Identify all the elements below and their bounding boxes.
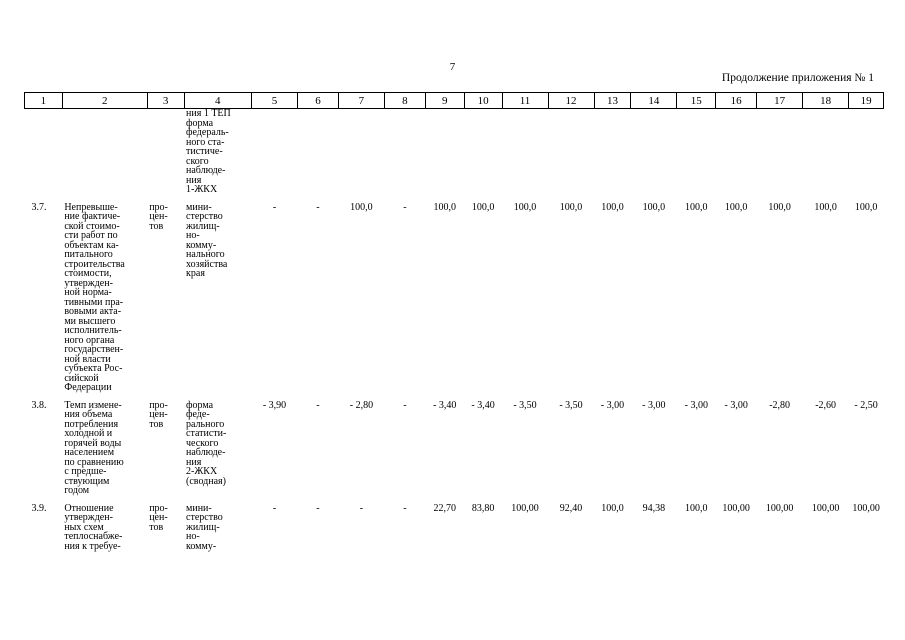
table-row [25,502,884,558]
value-cell: - 3,00 [642,399,666,411]
value-cell: - [316,201,320,213]
value-cell: - 2,80 [349,399,374,411]
value-cell: - [316,502,320,514]
value-cell: 100,0 [685,201,708,213]
unit: про- цен- тов [149,399,168,430]
value-cell: - 2,50 [854,399,878,411]
value-cell [677,109,716,201]
value-cell: 100,0 [768,201,791,213]
value-cell: 100,00 [511,502,539,514]
value-cell [252,109,298,201]
value-cell [849,109,884,201]
indicator-name: Темп измене- ния объема потребления холодной и горячей воды населением по сравнению с предше- ствующим годом [64,399,124,496]
value-cell [502,109,548,201]
indicator-name [62,109,147,201]
table-row [25,201,884,399]
value-cell: - [316,399,320,411]
unit: про- цен- тов [149,502,168,533]
value-cell: 100,0 [433,201,456,213]
value-cell: 100,0 [685,502,708,514]
indicator-name: Непревыше- ние фактиче- ской стоимо- сти работ по объектам ка- питального строительства стоимости, утвержден- ной норма- тивными пра- вовыми акта- ми высшего исполнитель- ного органа государствен- ной власти субъекта Рос- сийской Федерации [64,201,125,393]
column-header: 6 [298,93,339,109]
unit: про- цен- тов [149,201,168,232]
column-header: 1 [25,93,63,109]
value-cell: -2,60 [815,399,837,411]
appendix-continuation-label: Продолжение приложения № 1 [721,72,874,84]
value-cell: - 3,50 [513,399,537,411]
value-cell [716,109,757,201]
column-header: 3 [147,93,184,109]
table-row-continued [25,109,884,201]
row-number: 3.8. [31,399,47,411]
value-cell [548,109,594,201]
value-cell: - [403,502,407,514]
value-cell: 100,0 [814,201,837,213]
value-cell [425,109,464,201]
value-cell: 100,00 [811,502,840,514]
value-cell [803,109,849,201]
data-source: ния 1 ТЕП форма федераль- ного ста- тистиче- ского наблюде- ния 1-ЖКХ [186,108,231,195]
value-cell: 100,00 [852,502,880,514]
value-cell: 100,00 [722,502,750,514]
value-cell: 92,40 [559,502,583,514]
value-cell: 22,70 [433,502,456,514]
table-row [25,399,884,502]
column-header: 14 [631,93,677,109]
row-number: 3.7. [31,201,47,213]
value-cell: 100,0 [601,502,624,514]
value-cell: - 3,00 [724,399,748,411]
value-cell: - [272,502,277,514]
row-number: 3.9. [31,502,47,514]
value-cell: 100,0 [559,201,583,213]
value-cell: - 3,40 [433,399,457,411]
value-cell: 100,0 [854,201,878,213]
value-cell: 100,0 [350,201,373,213]
column-number-header-row [25,93,884,109]
value-cell: 100,0 [513,201,537,213]
column-header: 19 [849,93,884,109]
value-cell: - [403,201,407,213]
column-header: 18 [803,93,849,109]
data-source: мини- стерство жилищ- но- комму- [186,502,223,552]
value-cell: - 3,90 [262,399,287,411]
value-cell: -2,80 [769,399,791,411]
column-header: 7 [338,93,384,109]
value-cell: - 3,00 [684,399,708,411]
value-cell: - 3,50 [559,399,583,411]
column-header: 12 [548,93,594,109]
value-cell: - 3,40 [471,399,495,411]
value-cell: - 3,00 [600,399,625,411]
value-cell: 100,0 [601,201,624,213]
data-source: мини- стерство жилищ- но- комму- нального хозяйства края [186,201,228,279]
value-cell: - [403,399,407,411]
value-cell: 83,80 [471,502,495,514]
value-cell [384,109,425,201]
column-header: 16 [716,93,757,109]
column-header: 5 [252,93,298,109]
value-cell [757,109,803,201]
data-source: форма феде- рального статисти- ческого наблюде- ния 2-ЖКХ (сводная) [186,399,227,487]
value-cell: - [272,201,277,213]
value-cell: 100,0 [642,201,666,213]
column-header: 11 [502,93,548,109]
column-header: 9 [425,93,464,109]
value-cell: - [359,502,364,514]
row-number [25,109,63,201]
unit [147,109,184,201]
column-header: 17 [757,93,803,109]
column-header: 8 [384,93,425,109]
indicator-name: Отношение утвержден- ных схем теплоснабже- ния к требуе- [64,502,123,552]
value-cell [594,109,631,201]
value-cell [464,109,502,201]
column-header: 4 [184,93,251,109]
value-cell: 100,0 [471,201,495,213]
value-cell [298,109,339,201]
value-cell [631,109,677,201]
page-number: 7 [449,61,456,73]
value-cell: 100,00 [765,502,794,514]
indicators-table [24,92,884,557]
column-header: 10 [464,93,502,109]
column-header: 15 [677,93,716,109]
column-header: 13 [594,93,631,109]
value-cell [338,109,384,201]
value-cell: 100,0 [724,201,748,213]
column-header: 2 [62,93,147,109]
value-cell: 94,38 [642,502,666,514]
